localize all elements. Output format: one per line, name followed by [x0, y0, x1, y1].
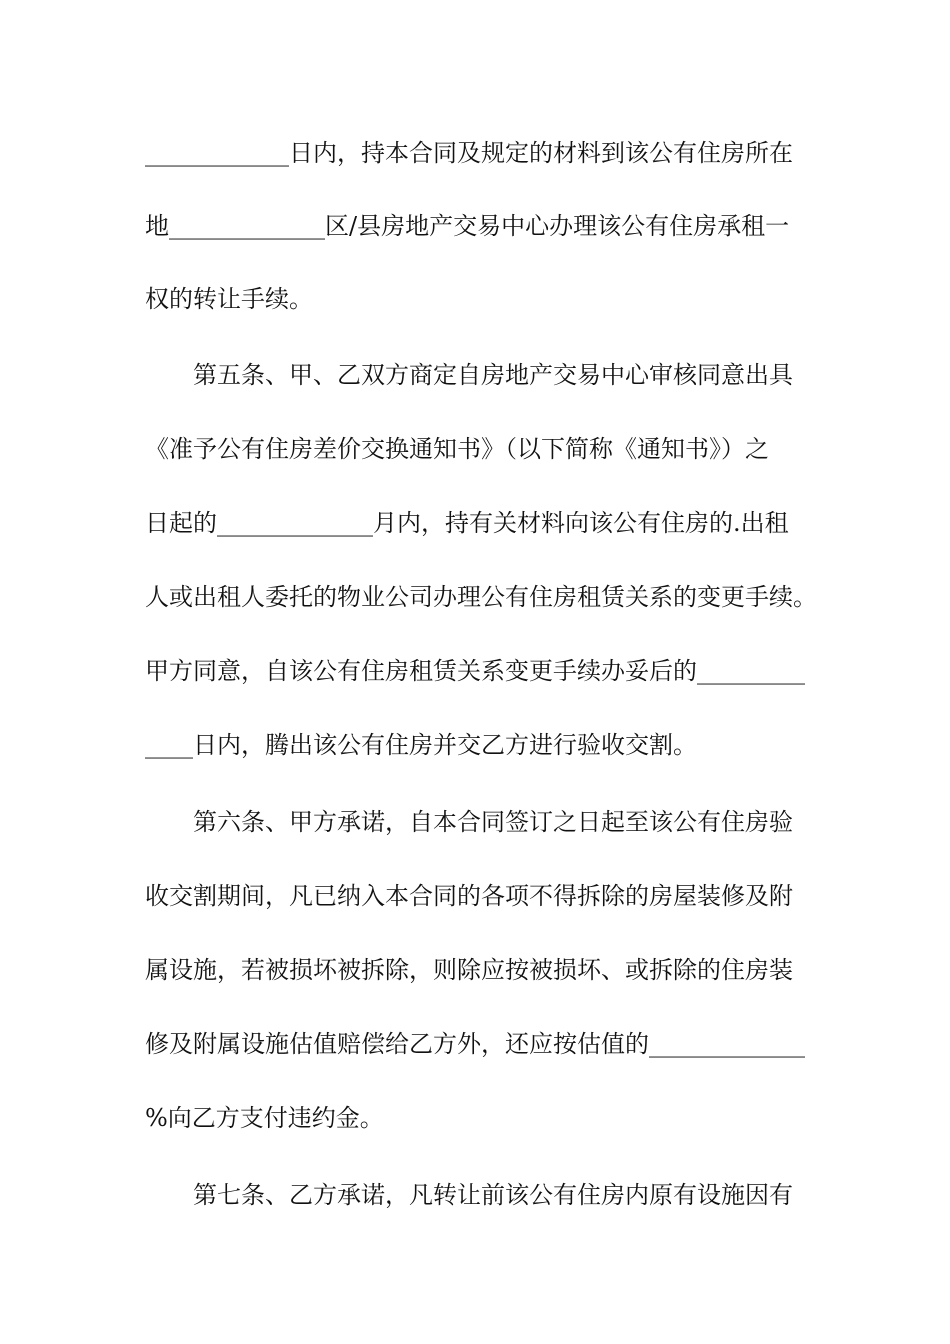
paragraph-article-6-start: 第六条、甲方承诺，自本合同签订之日起至该公有住房验	[193, 808, 793, 836]
text-line: ____________日内，持本合同及规定的材料到该公有住房所在	[145, 139, 793, 167]
text-line: 收交割期间，凡已纳入本合同的各项不得拆除的房屋装修及附	[145, 882, 793, 910]
paragraph-article-5-start: 第五条、甲、乙双方商定自房地产交易中心审核同意出具	[193, 361, 793, 389]
text-line: 甲方同意，自该公有住房租赁关系变更手续办妥后的_________	[145, 657, 805, 685]
text-line: 日起的_____________月内，持有关材料向该公有住房的.出租	[145, 509, 789, 537]
text-line: 属设施，若被损坏被拆除，则除应按被损坏、或拆除的住房装	[145, 956, 793, 984]
text-line: 地_____________区/县房地产交易中心办理该公有住房承租一	[145, 212, 790, 240]
text-line: 《准予公有住房差价交换通知书》（以下简称《通知书》）之	[145, 435, 769, 463]
text-line: ____日内，腾出该公有住房并交乙方进行验收交割。	[145, 731, 697, 759]
text-line: %向乙方支付违约金。	[145, 1104, 384, 1132]
paragraph-article-7-start: 第七条、乙方承诺，凡转让前该公有住房内原有设施因有	[193, 1181, 793, 1209]
text-line: 权的转让手续。	[145, 285, 313, 313]
text-line: 人或出租人委托的物业公司办理公有住房租赁关系的变更手续。	[145, 583, 817, 611]
text-line: 修及附属设施估值赔偿给乙方外，还应按估值的_____________	[145, 1030, 805, 1058]
